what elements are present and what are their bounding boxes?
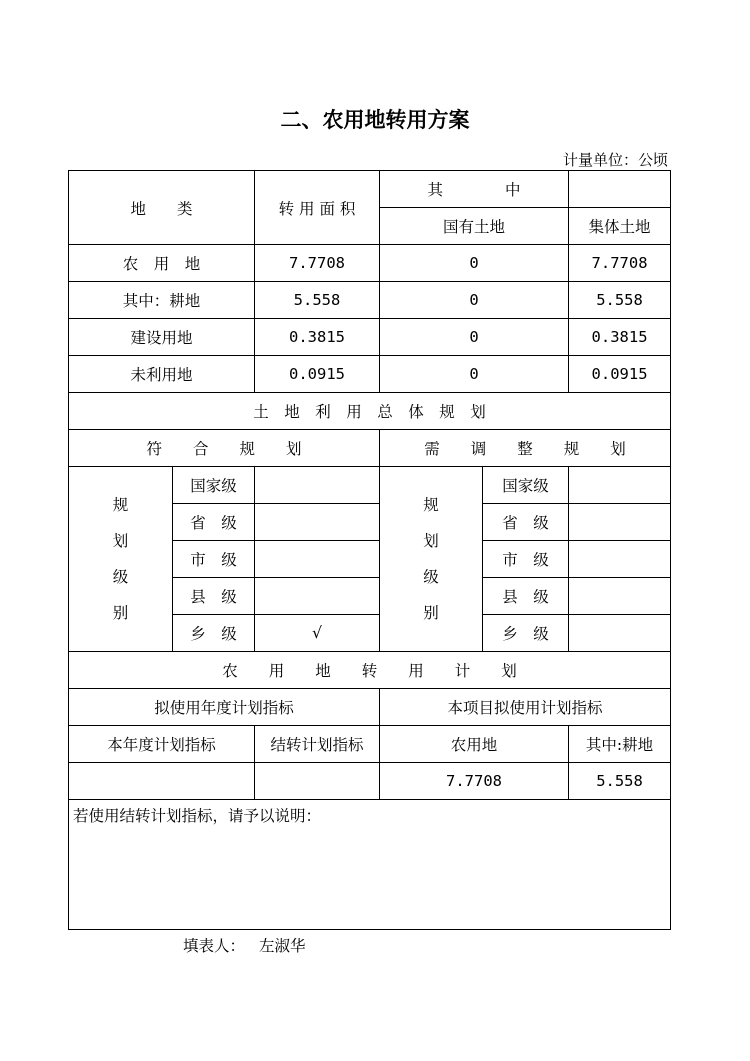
collective-cell: 5.558	[569, 282, 671, 319]
table-row	[69, 319, 671, 356]
state-cell: 0	[380, 319, 569, 356]
level-name: 国家级	[483, 467, 569, 504]
table-row	[69, 356, 671, 393]
state-cell: 0	[380, 282, 569, 319]
land-type-cell: 农 用 地	[69, 245, 255, 282]
conform-mark	[255, 541, 380, 578]
level-label-char: 规	[423, 496, 439, 514]
col-carryover: 结转计划指标	[255, 726, 380, 763]
plan-section-title: 土 地 利 用 总 体 规 划	[69, 393, 671, 430]
level-name: 省 级	[483, 504, 569, 541]
level-name: 县 级	[173, 578, 255, 615]
conform-mark	[255, 467, 380, 504]
plan-conform-header: 符 合 规 划	[69, 430, 380, 467]
level-name: 省 级	[173, 504, 255, 541]
level-name: 县 级	[483, 578, 569, 615]
level-label-char: 级	[423, 568, 439, 586]
level-name: 市 级	[173, 541, 255, 578]
val-cultivated: 5.558	[569, 763, 671, 800]
col-this-year: 本年度计划指标	[69, 726, 255, 763]
unit-label: 计量单位：公顷	[562, 151, 668, 169]
col-farmland: 农用地	[380, 726, 569, 763]
filler-line	[183, 934, 306, 956]
conform-mark	[255, 578, 380, 615]
filler-name: 左淑华	[259, 937, 306, 955]
header-state-owned: 国有土地	[380, 208, 569, 245]
state-cell: 0	[380, 356, 569, 393]
area-cell: 5.558	[255, 282, 380, 319]
header-collective: 集体土地	[569, 208, 671, 245]
level-name: 乡 级	[483, 615, 569, 652]
page-title: 二、农用地转用方案	[280, 108, 470, 132]
val-this-year	[69, 763, 255, 800]
plan-adjust-header: 需 调 整 规 划	[380, 430, 671, 467]
annual-indicator-header: 拟使用年度计划指标	[69, 689, 380, 726]
level-label-char: 别	[423, 604, 439, 622]
plan-level-label-left	[69, 467, 173, 652]
adjust-mark	[569, 467, 671, 504]
adjust-mark	[569, 504, 671, 541]
table-row	[69, 245, 671, 282]
level-label-char: 级	[112, 568, 129, 586]
header-among: 其 中	[380, 171, 569, 208]
adjust-mark	[569, 541, 671, 578]
header-among-right	[569, 171, 671, 208]
level-name: 乡 级	[173, 615, 255, 652]
val-farmland: 7.7708	[380, 763, 569, 800]
conform-mark	[255, 504, 380, 541]
adjust-mark	[569, 578, 671, 615]
land-type-cell: 未利用地	[69, 356, 255, 393]
adjust-mark	[569, 615, 671, 652]
conversion-plan-title: 农 用 地 转 用 计 划	[69, 652, 671, 689]
filler-label: 填表人：	[183, 937, 246, 955]
level-name: 市 级	[483, 541, 569, 578]
land-type-cell: 建设用地	[69, 319, 255, 356]
area-cell: 7.7708	[255, 245, 380, 282]
conversion-table	[68, 170, 671, 930]
header-land-type: 地 类	[69, 171, 255, 245]
collective-cell: 0.3815	[569, 319, 671, 356]
area-cell: 0.3815	[255, 319, 380, 356]
col-cultivated: 其中:耕地	[569, 726, 671, 763]
collective-cell: 0.0915	[569, 356, 671, 393]
level-label-char: 划	[423, 532, 439, 550]
level-label-char: 划	[112, 532, 129, 550]
plan-level-label-right	[380, 467, 483, 652]
level-label-char: 规	[112, 496, 129, 514]
project-indicator-header: 本项目拟使用计划指标	[380, 689, 671, 726]
header-converted-area: 转 用 面 积	[255, 171, 380, 245]
conform-mark: √	[255, 615, 380, 652]
carryover-note: 若使用结转计划指标，请予以说明：	[69, 800, 671, 930]
table-row	[69, 282, 671, 319]
val-carryover	[255, 763, 380, 800]
level-label-char: 别	[112, 604, 129, 622]
collective-cell: 7.7708	[569, 245, 671, 282]
area-cell: 0.0915	[255, 356, 380, 393]
state-cell: 0	[380, 245, 569, 282]
land-type-cell: 其中：耕地	[69, 282, 255, 319]
level-name: 国家级	[173, 467, 255, 504]
